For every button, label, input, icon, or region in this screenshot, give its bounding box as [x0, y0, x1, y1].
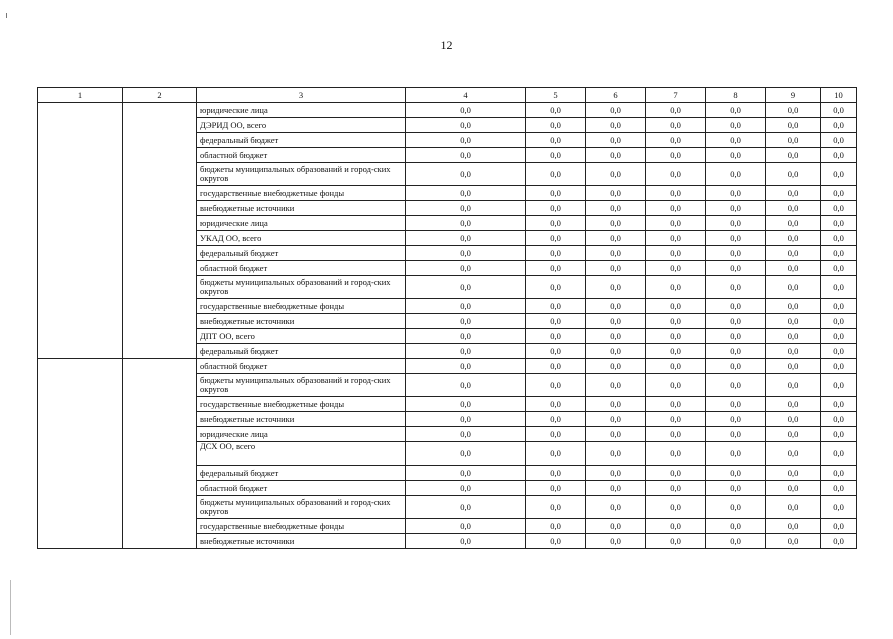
group-cell-col2	[123, 359, 197, 549]
value-cell-col7: 0,0	[646, 359, 706, 374]
value-cell-col9: 0,0	[766, 163, 821, 186]
row-label: ДПТ ОО, всего	[197, 329, 406, 344]
value-cell-col5: 0,0	[526, 216, 586, 231]
value-cell-col6: 0,0	[586, 261, 646, 276]
group-cell-col2	[123, 103, 197, 359]
value-cell-col9: 0,0	[766, 359, 821, 374]
value-cell-col8: 0,0	[706, 344, 766, 359]
value-cell-col4: 0,0	[406, 519, 526, 534]
value-cell-col10: 0,0	[821, 374, 857, 397]
value-cell-col6: 0,0	[586, 397, 646, 412]
value-cell-col8: 0,0	[706, 163, 766, 186]
value-cell-col4: 0,0	[406, 466, 526, 481]
value-cell-col4: 0,0	[406, 481, 526, 496]
value-cell-col10: 0,0	[821, 496, 857, 519]
value-cell-col4: 0,0	[406, 163, 526, 186]
row-label: федеральный бюджет	[197, 466, 406, 481]
value-cell-col8: 0,0	[706, 276, 766, 299]
row-label: федеральный бюджет	[197, 246, 406, 261]
value-cell-col5: 0,0	[526, 186, 586, 201]
column-header-6: 6	[586, 88, 646, 103]
table-row	[38, 359, 857, 374]
row-label: ДЭРИД ОО, всего	[197, 118, 406, 133]
group-cell-col1	[38, 359, 123, 549]
column-header-2: 2	[123, 88, 197, 103]
row-label: федеральный бюджет	[197, 344, 406, 359]
value-cell-col5: 0,0	[526, 519, 586, 534]
value-cell-col10: 0,0	[821, 201, 857, 216]
value-cell-col5: 0,0	[526, 231, 586, 246]
value-cell-col8: 0,0	[706, 397, 766, 412]
value-cell-col7: 0,0	[646, 276, 706, 299]
value-cell-col9: 0,0	[766, 216, 821, 231]
value-cell-col10: 0,0	[821, 246, 857, 261]
value-cell-col5: 0,0	[526, 276, 586, 299]
value-cell-col9: 0,0	[766, 231, 821, 246]
value-cell-col10: 0,0	[821, 118, 857, 133]
row-label: бюджеты муниципальных образований и город-ских округов	[197, 276, 406, 299]
row-label: областной бюджет	[197, 261, 406, 276]
value-cell-col10: 0,0	[821, 186, 857, 201]
value-cell-col5: 0,0	[526, 299, 586, 314]
scan-mark-top	[6, 13, 7, 18]
column-header-10: 10	[821, 88, 857, 103]
value-cell-col10: 0,0	[821, 163, 857, 186]
row-label: государственные внебюджетные фонды	[197, 519, 406, 534]
value-cell-col10: 0,0	[821, 427, 857, 442]
value-cell-col4: 0,0	[406, 412, 526, 427]
value-cell-col6: 0,0	[586, 231, 646, 246]
column-header-5: 5	[526, 88, 586, 103]
value-cell-col5: 0,0	[526, 314, 586, 329]
value-cell-col5: 0,0	[526, 261, 586, 276]
value-cell-col7: 0,0	[646, 163, 706, 186]
value-cell-col9: 0,0	[766, 148, 821, 163]
value-cell-col8: 0,0	[706, 103, 766, 118]
value-cell-col6: 0,0	[586, 496, 646, 519]
value-cell-col10: 0,0	[821, 231, 857, 246]
value-cell-col5: 0,0	[526, 359, 586, 374]
value-cell-col8: 0,0	[706, 534, 766, 549]
value-cell-col10: 0,0	[821, 344, 857, 359]
value-cell-col8: 0,0	[706, 186, 766, 201]
value-cell-col4: 0,0	[406, 359, 526, 374]
column-header-3: 3	[197, 88, 406, 103]
value-cell-col4: 0,0	[406, 148, 526, 163]
value-cell-col6: 0,0	[586, 103, 646, 118]
value-cell-col7: 0,0	[646, 231, 706, 246]
value-cell-col4: 0,0	[406, 261, 526, 276]
value-cell-col5: 0,0	[526, 201, 586, 216]
row-label: областной бюджет	[197, 148, 406, 163]
value-cell-col8: 0,0	[706, 519, 766, 534]
value-cell-col7: 0,0	[646, 133, 706, 148]
value-cell-col6: 0,0	[586, 466, 646, 481]
value-cell-col10: 0,0	[821, 412, 857, 427]
row-label: бюджеты муниципальных образований и город-ских округов	[197, 163, 406, 186]
value-cell-col10: 0,0	[821, 359, 857, 374]
row-label: юридические лица	[197, 427, 406, 442]
value-cell-col8: 0,0	[706, 329, 766, 344]
value-cell-col8: 0,0	[706, 314, 766, 329]
page-number: 12	[440, 38, 453, 52]
value-cell-col10: 0,0	[821, 519, 857, 534]
value-cell-col8: 0,0	[706, 133, 766, 148]
value-cell-col10: 0,0	[821, 481, 857, 496]
row-label: ДСХ ОО, всего	[197, 442, 406, 466]
value-cell-col4: 0,0	[406, 231, 526, 246]
row-label: областной бюджет	[197, 359, 406, 374]
value-cell-col8: 0,0	[706, 374, 766, 397]
value-cell-col8: 0,0	[706, 246, 766, 261]
value-cell-col10: 0,0	[821, 276, 857, 299]
value-cell-col4: 0,0	[406, 276, 526, 299]
value-cell-col9: 0,0	[766, 314, 821, 329]
value-cell-col6: 0,0	[586, 276, 646, 299]
row-label: бюджеты муниципальных образований и город-ских округов	[197, 374, 406, 397]
value-cell-col6: 0,0	[586, 133, 646, 148]
value-cell-col5: 0,0	[526, 344, 586, 359]
row-label: областной бюджет	[197, 481, 406, 496]
value-cell-col7: 0,0	[646, 261, 706, 276]
value-cell-col8: 0,0	[706, 231, 766, 246]
value-cell-col7: 0,0	[646, 314, 706, 329]
row-label: федеральный бюджет	[197, 133, 406, 148]
value-cell-col6: 0,0	[586, 246, 646, 261]
value-cell-col8: 0,0	[706, 427, 766, 442]
value-cell-col7: 0,0	[646, 481, 706, 496]
table-body	[38, 103, 857, 549]
value-cell-col5: 0,0	[526, 118, 586, 133]
row-label: государственные внебюджетные фонды	[197, 299, 406, 314]
value-cell-col9: 0,0	[766, 427, 821, 442]
value-cell-col6: 0,0	[586, 186, 646, 201]
value-cell-col8: 0,0	[706, 201, 766, 216]
value-cell-col4: 0,0	[406, 534, 526, 549]
value-cell-col5: 0,0	[526, 496, 586, 519]
row-label: УКАД ОО, всего	[197, 231, 406, 246]
value-cell-col6: 0,0	[586, 329, 646, 344]
value-cell-col9: 0,0	[766, 261, 821, 276]
value-cell-col9: 0,0	[766, 534, 821, 549]
column-header-4: 4	[406, 88, 526, 103]
value-cell-col5: 0,0	[526, 481, 586, 496]
value-cell-col9: 0,0	[766, 519, 821, 534]
value-cell-col7: 0,0	[646, 299, 706, 314]
value-cell-col7: 0,0	[646, 201, 706, 216]
value-cell-col8: 0,0	[706, 481, 766, 496]
value-cell-col4: 0,0	[406, 216, 526, 231]
value-cell-col7: 0,0	[646, 329, 706, 344]
column-header-7: 7	[646, 88, 706, 103]
value-cell-col6: 0,0	[586, 534, 646, 549]
value-cell-col6: 0,0	[586, 359, 646, 374]
value-cell-col9: 0,0	[766, 299, 821, 314]
budget-table	[37, 87, 857, 549]
value-cell-col9: 0,0	[766, 466, 821, 481]
column-header-1: 1	[38, 88, 123, 103]
value-cell-col10: 0,0	[821, 261, 857, 276]
value-cell-col7: 0,0	[646, 466, 706, 481]
header-row	[38, 88, 857, 103]
value-cell-col4: 0,0	[406, 246, 526, 261]
row-label: внебюджетные источники	[197, 412, 406, 427]
value-cell-col6: 0,0	[586, 412, 646, 427]
value-cell-col7: 0,0	[646, 534, 706, 549]
value-cell-col4: 0,0	[406, 344, 526, 359]
value-cell-col9: 0,0	[766, 201, 821, 216]
value-cell-col7: 0,0	[646, 216, 706, 231]
value-cell-col8: 0,0	[706, 496, 766, 519]
value-cell-col9: 0,0	[766, 118, 821, 133]
value-cell-col8: 0,0	[706, 442, 766, 466]
value-cell-col6: 0,0	[586, 427, 646, 442]
value-cell-col9: 0,0	[766, 133, 821, 148]
value-cell-col8: 0,0	[706, 261, 766, 276]
row-label: внебюджетные источники	[197, 534, 406, 549]
value-cell-col4: 0,0	[406, 374, 526, 397]
value-cell-col7: 0,0	[646, 427, 706, 442]
value-cell-col6: 0,0	[586, 344, 646, 359]
value-cell-col8: 0,0	[706, 118, 766, 133]
value-cell-col10: 0,0	[821, 534, 857, 549]
value-cell-col9: 0,0	[766, 397, 821, 412]
value-cell-col5: 0,0	[526, 427, 586, 442]
value-cell-col5: 0,0	[526, 466, 586, 481]
row-label: юридические лица	[197, 216, 406, 231]
row-label: внебюджетные источники	[197, 314, 406, 329]
value-cell-col10: 0,0	[821, 148, 857, 163]
value-cell-col8: 0,0	[706, 148, 766, 163]
value-cell-col9: 0,0	[766, 246, 821, 261]
value-cell-col7: 0,0	[646, 442, 706, 466]
value-cell-col5: 0,0	[526, 329, 586, 344]
row-label: государственные внебюджетные фонды	[197, 186, 406, 201]
value-cell-col10: 0,0	[821, 442, 857, 466]
value-cell-col6: 0,0	[586, 442, 646, 466]
value-cell-col7: 0,0	[646, 397, 706, 412]
value-cell-col9: 0,0	[766, 276, 821, 299]
value-cell-col5: 0,0	[526, 534, 586, 549]
value-cell-col5: 0,0	[526, 133, 586, 148]
value-cell-col4: 0,0	[406, 118, 526, 133]
value-cell-col8: 0,0	[706, 466, 766, 481]
value-cell-col4: 0,0	[406, 397, 526, 412]
value-cell-col7: 0,0	[646, 344, 706, 359]
row-label: бюджеты муниципальных образований и город-ских округов	[197, 496, 406, 519]
value-cell-col4: 0,0	[406, 314, 526, 329]
value-cell-col7: 0,0	[646, 186, 706, 201]
value-cell-col9: 0,0	[766, 481, 821, 496]
value-cell-col6: 0,0	[586, 374, 646, 397]
value-cell-col8: 0,0	[706, 359, 766, 374]
value-cell-col9: 0,0	[766, 374, 821, 397]
value-cell-col6: 0,0	[586, 481, 646, 496]
value-cell-col10: 0,0	[821, 329, 857, 344]
value-cell-col5: 0,0	[526, 103, 586, 118]
value-cell-col7: 0,0	[646, 246, 706, 261]
value-cell-col5: 0,0	[526, 412, 586, 427]
group-cell-col1	[38, 103, 123, 359]
value-cell-col4: 0,0	[406, 329, 526, 344]
value-cell-col4: 0,0	[406, 427, 526, 442]
value-cell-col10: 0,0	[821, 133, 857, 148]
column-header-8: 8	[706, 88, 766, 103]
value-cell-col6: 0,0	[586, 118, 646, 133]
value-cell-col4: 0,0	[406, 299, 526, 314]
value-cell-col6: 0,0	[586, 163, 646, 186]
value-cell-col10: 0,0	[821, 466, 857, 481]
value-cell-col7: 0,0	[646, 148, 706, 163]
value-cell-col7: 0,0	[646, 118, 706, 133]
value-cell-col6: 0,0	[586, 299, 646, 314]
table-row	[38, 103, 857, 118]
value-cell-col4: 0,0	[406, 186, 526, 201]
value-cell-col7: 0,0	[646, 374, 706, 397]
column-header-9: 9	[766, 88, 821, 103]
value-cell-col5: 0,0	[526, 397, 586, 412]
value-cell-col9: 0,0	[766, 103, 821, 118]
value-cell-col6: 0,0	[586, 519, 646, 534]
value-cell-col9: 0,0	[766, 412, 821, 427]
value-cell-col4: 0,0	[406, 442, 526, 466]
value-cell-col7: 0,0	[646, 412, 706, 427]
value-cell-col8: 0,0	[706, 216, 766, 231]
value-cell-col7: 0,0	[646, 519, 706, 534]
value-cell-col5: 0,0	[526, 148, 586, 163]
value-cell-col7: 0,0	[646, 103, 706, 118]
value-cell-col10: 0,0	[821, 103, 857, 118]
value-cell-col10: 0,0	[821, 299, 857, 314]
value-cell-col8: 0,0	[706, 299, 766, 314]
value-cell-col10: 0,0	[821, 397, 857, 412]
value-cell-col4: 0,0	[406, 201, 526, 216]
value-cell-col5: 0,0	[526, 246, 586, 261]
row-label: государственные внебюджетные фонды	[197, 397, 406, 412]
value-cell-col9: 0,0	[766, 442, 821, 466]
value-cell-col4: 0,0	[406, 103, 526, 118]
value-cell-col9: 0,0	[766, 186, 821, 201]
value-cell-col5: 0,0	[526, 374, 586, 397]
value-cell-col6: 0,0	[586, 314, 646, 329]
value-cell-col6: 0,0	[586, 216, 646, 231]
value-cell-col5: 0,0	[526, 442, 586, 466]
row-label: юридические лица	[197, 103, 406, 118]
value-cell-col5: 0,0	[526, 163, 586, 186]
value-cell-col4: 0,0	[406, 133, 526, 148]
value-cell-col10: 0,0	[821, 314, 857, 329]
value-cell-col9: 0,0	[766, 329, 821, 344]
value-cell-col10: 0,0	[821, 216, 857, 231]
value-cell-col7: 0,0	[646, 496, 706, 519]
value-cell-col9: 0,0	[766, 344, 821, 359]
value-cell-col6: 0,0	[586, 201, 646, 216]
value-cell-col6: 0,0	[586, 148, 646, 163]
value-cell-col9: 0,0	[766, 496, 821, 519]
row-label: внебюджетные источники	[197, 201, 406, 216]
scan-mark-bottom	[10, 580, 11, 635]
value-cell-col8: 0,0	[706, 412, 766, 427]
value-cell-col4: 0,0	[406, 496, 526, 519]
